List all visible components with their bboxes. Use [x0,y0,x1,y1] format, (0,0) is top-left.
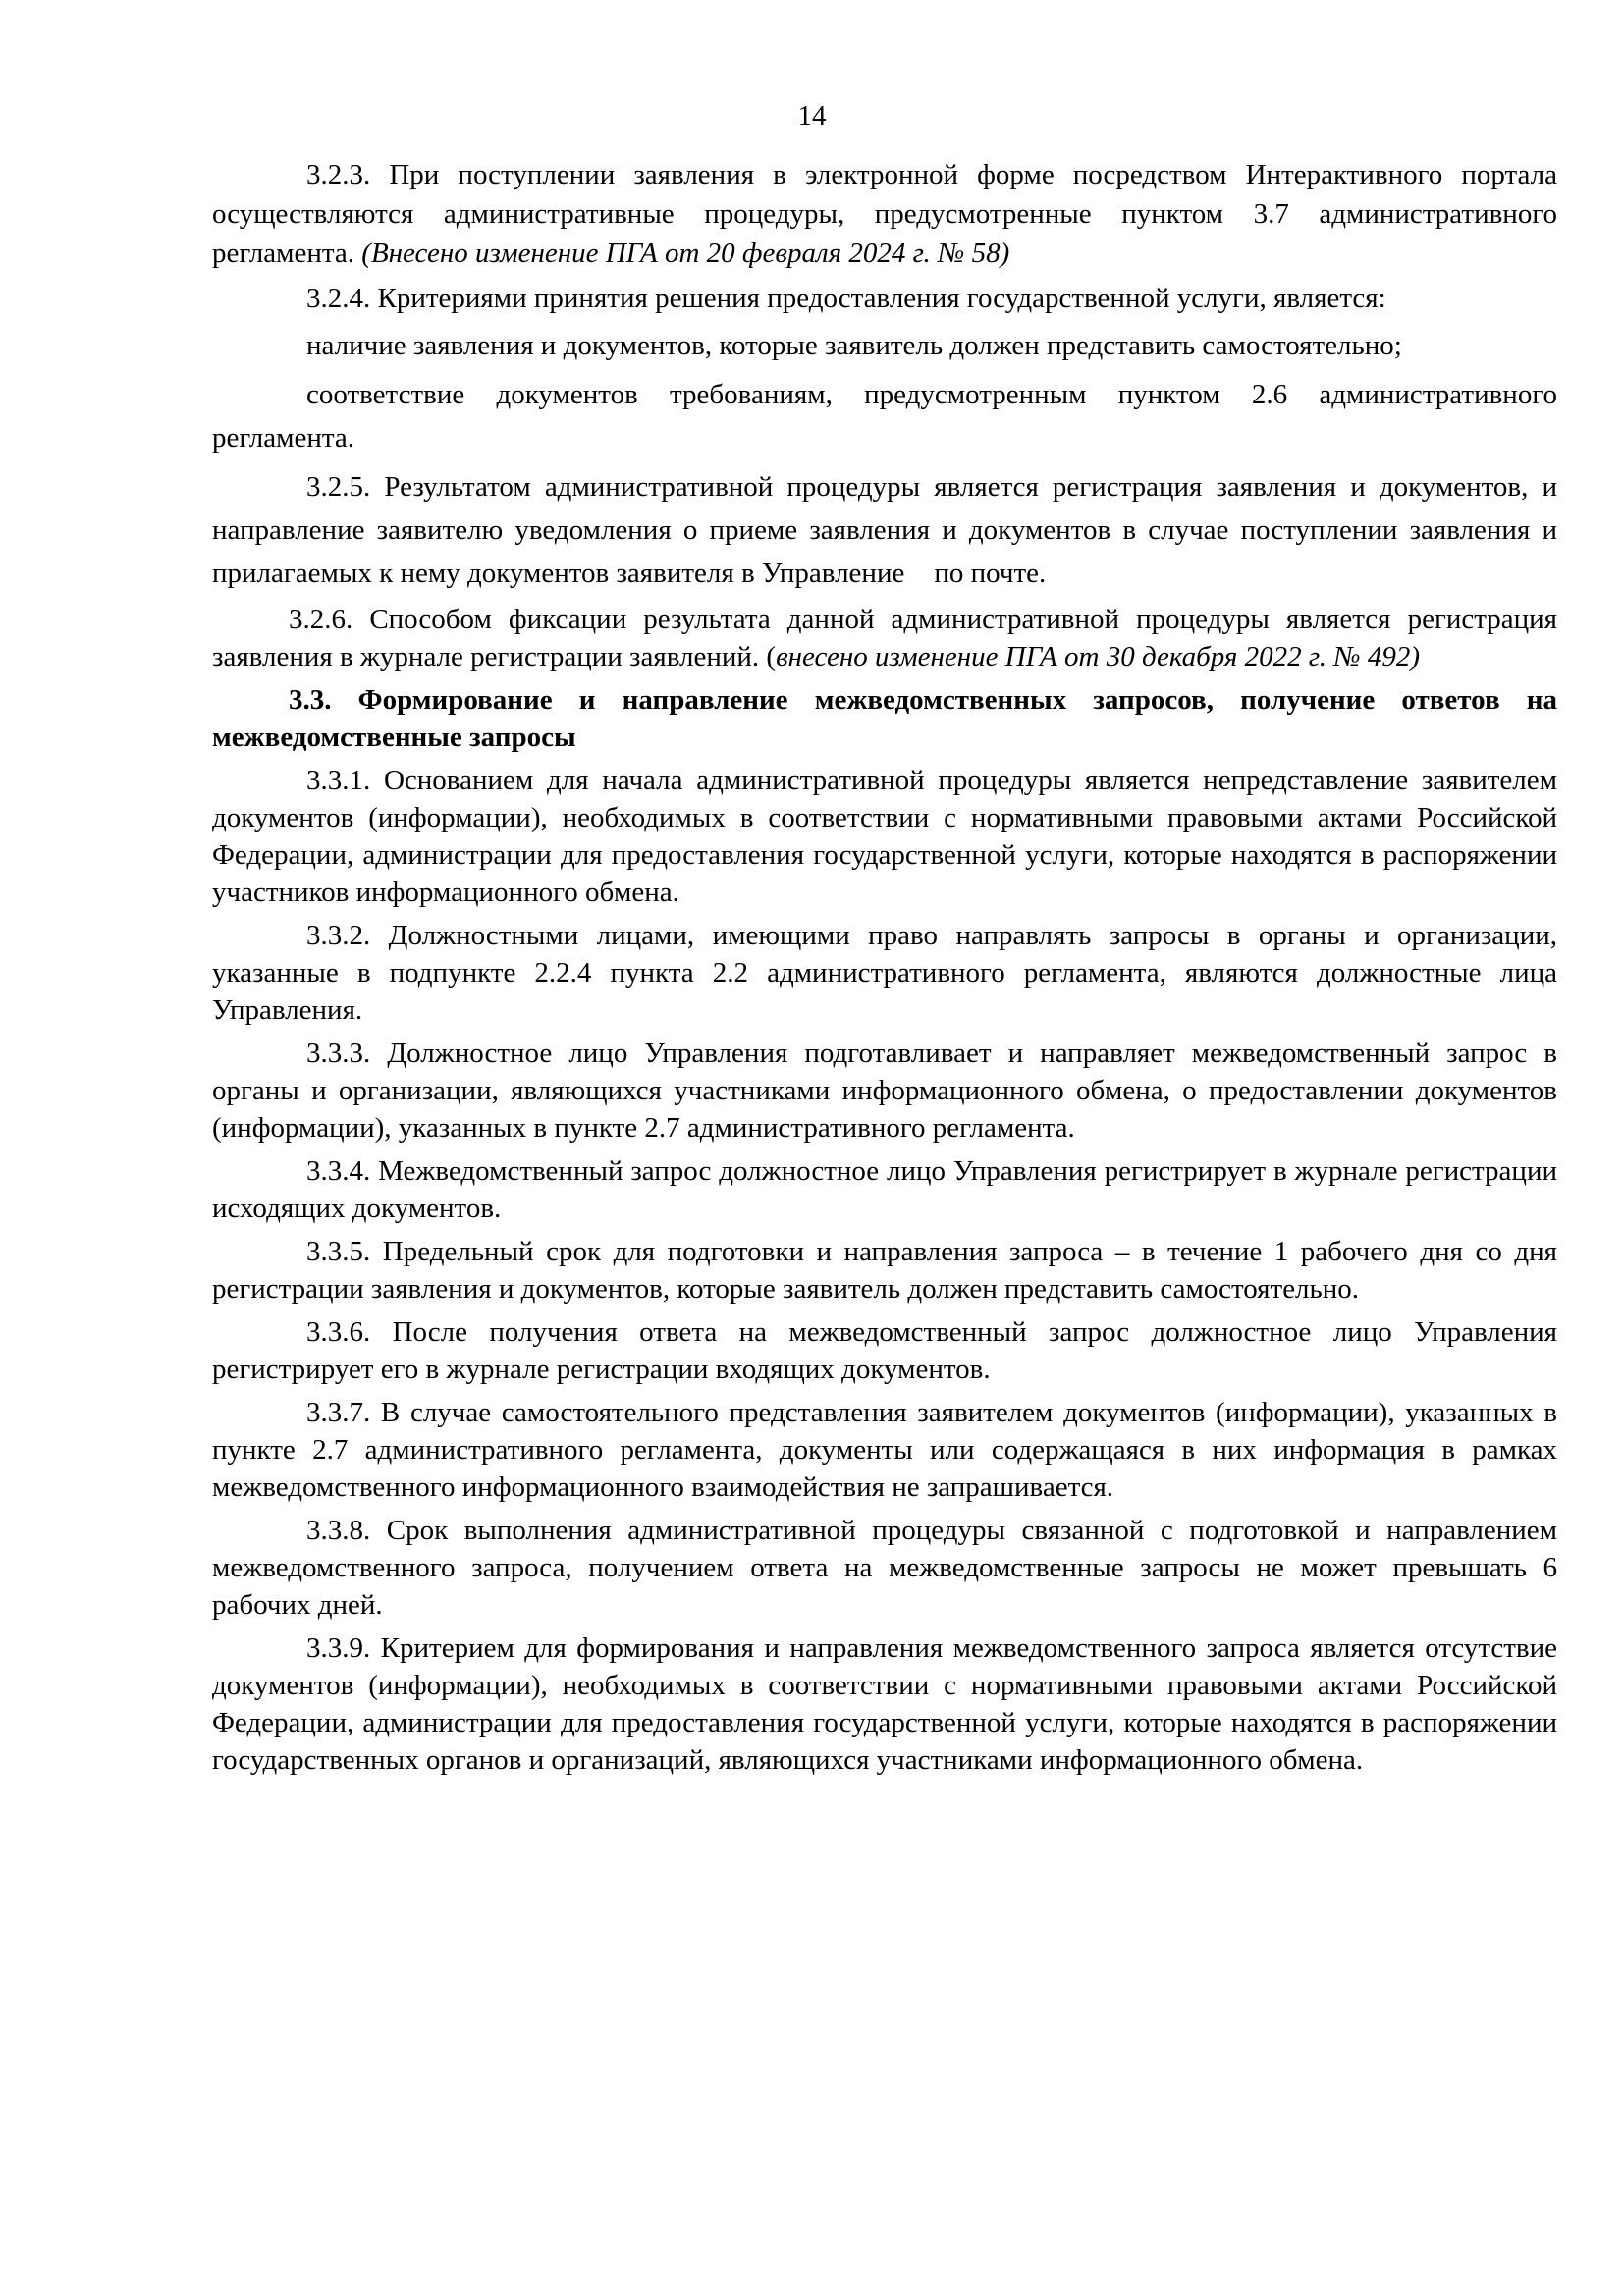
paragraph-3-3-9: 3.3.9. Критерием для формирования и направления межведомственного запроса является отсутствие документов (информации), необходимых в соответствии с нормативными правовыми актами Российской Федерации, администрации для предоставления государственной услуги, которые находятся в распоряжении государственных органов и организаций, являющихся участниками информационного обмена. [212,1632,1557,1776]
criterion-item-2: соответствие документов требованиям, предусмотренным пунктом 2.6 административного регламента. [212,379,1557,454]
paragraph-3-2-4: 3.2.4. Критериями принятия решения предоставления государственной услуги, является: [306,283,1386,314]
paragraph-3-2-6 [212,601,1557,675]
paragraph-3-2-5-end: по почте. [934,558,1047,589]
paragraph-3-3-2: 3.3.2. Должностными лицами, имеющими право направлять запросы в органы и организации, указанные в подпункте 2.2.4 пункта 2.2 административного регламента, являются должностные лица Управления. [212,920,1557,1026]
paragraph-3-2-3-text: 3.2.3. При поступлении заявления в электронной форме посредством Интерактивного портала осуществляются административные процедуры, предусмотренные пунктом 3.7 административного регламента. [212,159,1557,269]
paragraph-3-3-3: 3.3.3. Должностное лицо Управления подготавливает и направляет межведомственный запрос в органы и организации, являющихся участниками информационного обмена, о предоставлении документов (информации), указанных в пункте 2.7 административного регламента. [212,1038,1557,1144]
amendment-note: (Внесено изменение ПГА от 20 февраля 2024 г. № 58) [361,238,1010,269]
paragraph-3-3-1: 3.3.1. Основанием для начала административной процедуры является непредставление заявителем документов (информации), необходимых в соответствии с нормативными правовыми актами Российской Федерации, администрации для предоставления государственной услуги, которые находятся в распоряжении участников информационного обмена. [212,765,1557,908]
paragraph-3-3-4: 3.3.4. Межведомственный запрос должностное лицо Управления регистрирует в журнале регистрации исходящих документов. [212,1155,1557,1224]
paragraph-3-3-5: 3.3.5. Предельный срок для подготовки и направления запроса – в течение 1 рабочего дня со дня регистрации заявления и документов, которые заявитель должен представить самостоятельно. [212,1236,1557,1305]
section-heading-3-3: 3.3. Формирование и направление межведомственных запросов, получение ответов на межведомственные запросы [212,684,1557,753]
paragraph-3-2-3 [212,155,1557,273]
paragraph-3-3-6: 3.3.6. После получения ответа на межведомственный запрос должностное лицо Управления регистрирует его в журнале регистрации входящих документов. [212,1316,1557,1385]
paragraph-3-2-5 [212,465,1557,595]
document-body [212,155,1557,1785]
paragraph-3-3-8: 3.3.8. Срок выполнения административной процедуры связанной с подготовкой и направлением межведомственного запроса, получением ответа на межведомственные запросы не может превышать 6 рабочих дней. [212,1515,1557,1621]
amendment-note: внесено изменение ПГА от 30 декабря 2022 г. № 492) [776,641,1421,672]
page-number: 14 [797,100,827,132]
criterion-item-1: наличие заявления и документов, которые заявитель должен представить самостоятельно; [306,330,1402,361]
paragraph-3-2-6-text: 3.2.6. Способом фиксации результата данной административной процедуры является регистрация заявления в журнале регистрации заявлений. ( [212,604,1557,672]
paragraph-3-3-7: 3.3.7. В случае самостоятельного представления заявителем документов (информации), указанных в пункте 2.7 административного регламента, документы или содержащаяся в них информация в рамках межведомственного информационного взаимодействия не запрашивается. [212,1397,1557,1503]
paragraph-3-2-5-text: 3.2.5. Результатом административной процедуры является регистрация заявления и документов, и направление заявителю уведомления о приеме заявления и документов в случае поступлении заявления и прилагаемых к нему документов заявителя в Управление [212,471,1557,589]
